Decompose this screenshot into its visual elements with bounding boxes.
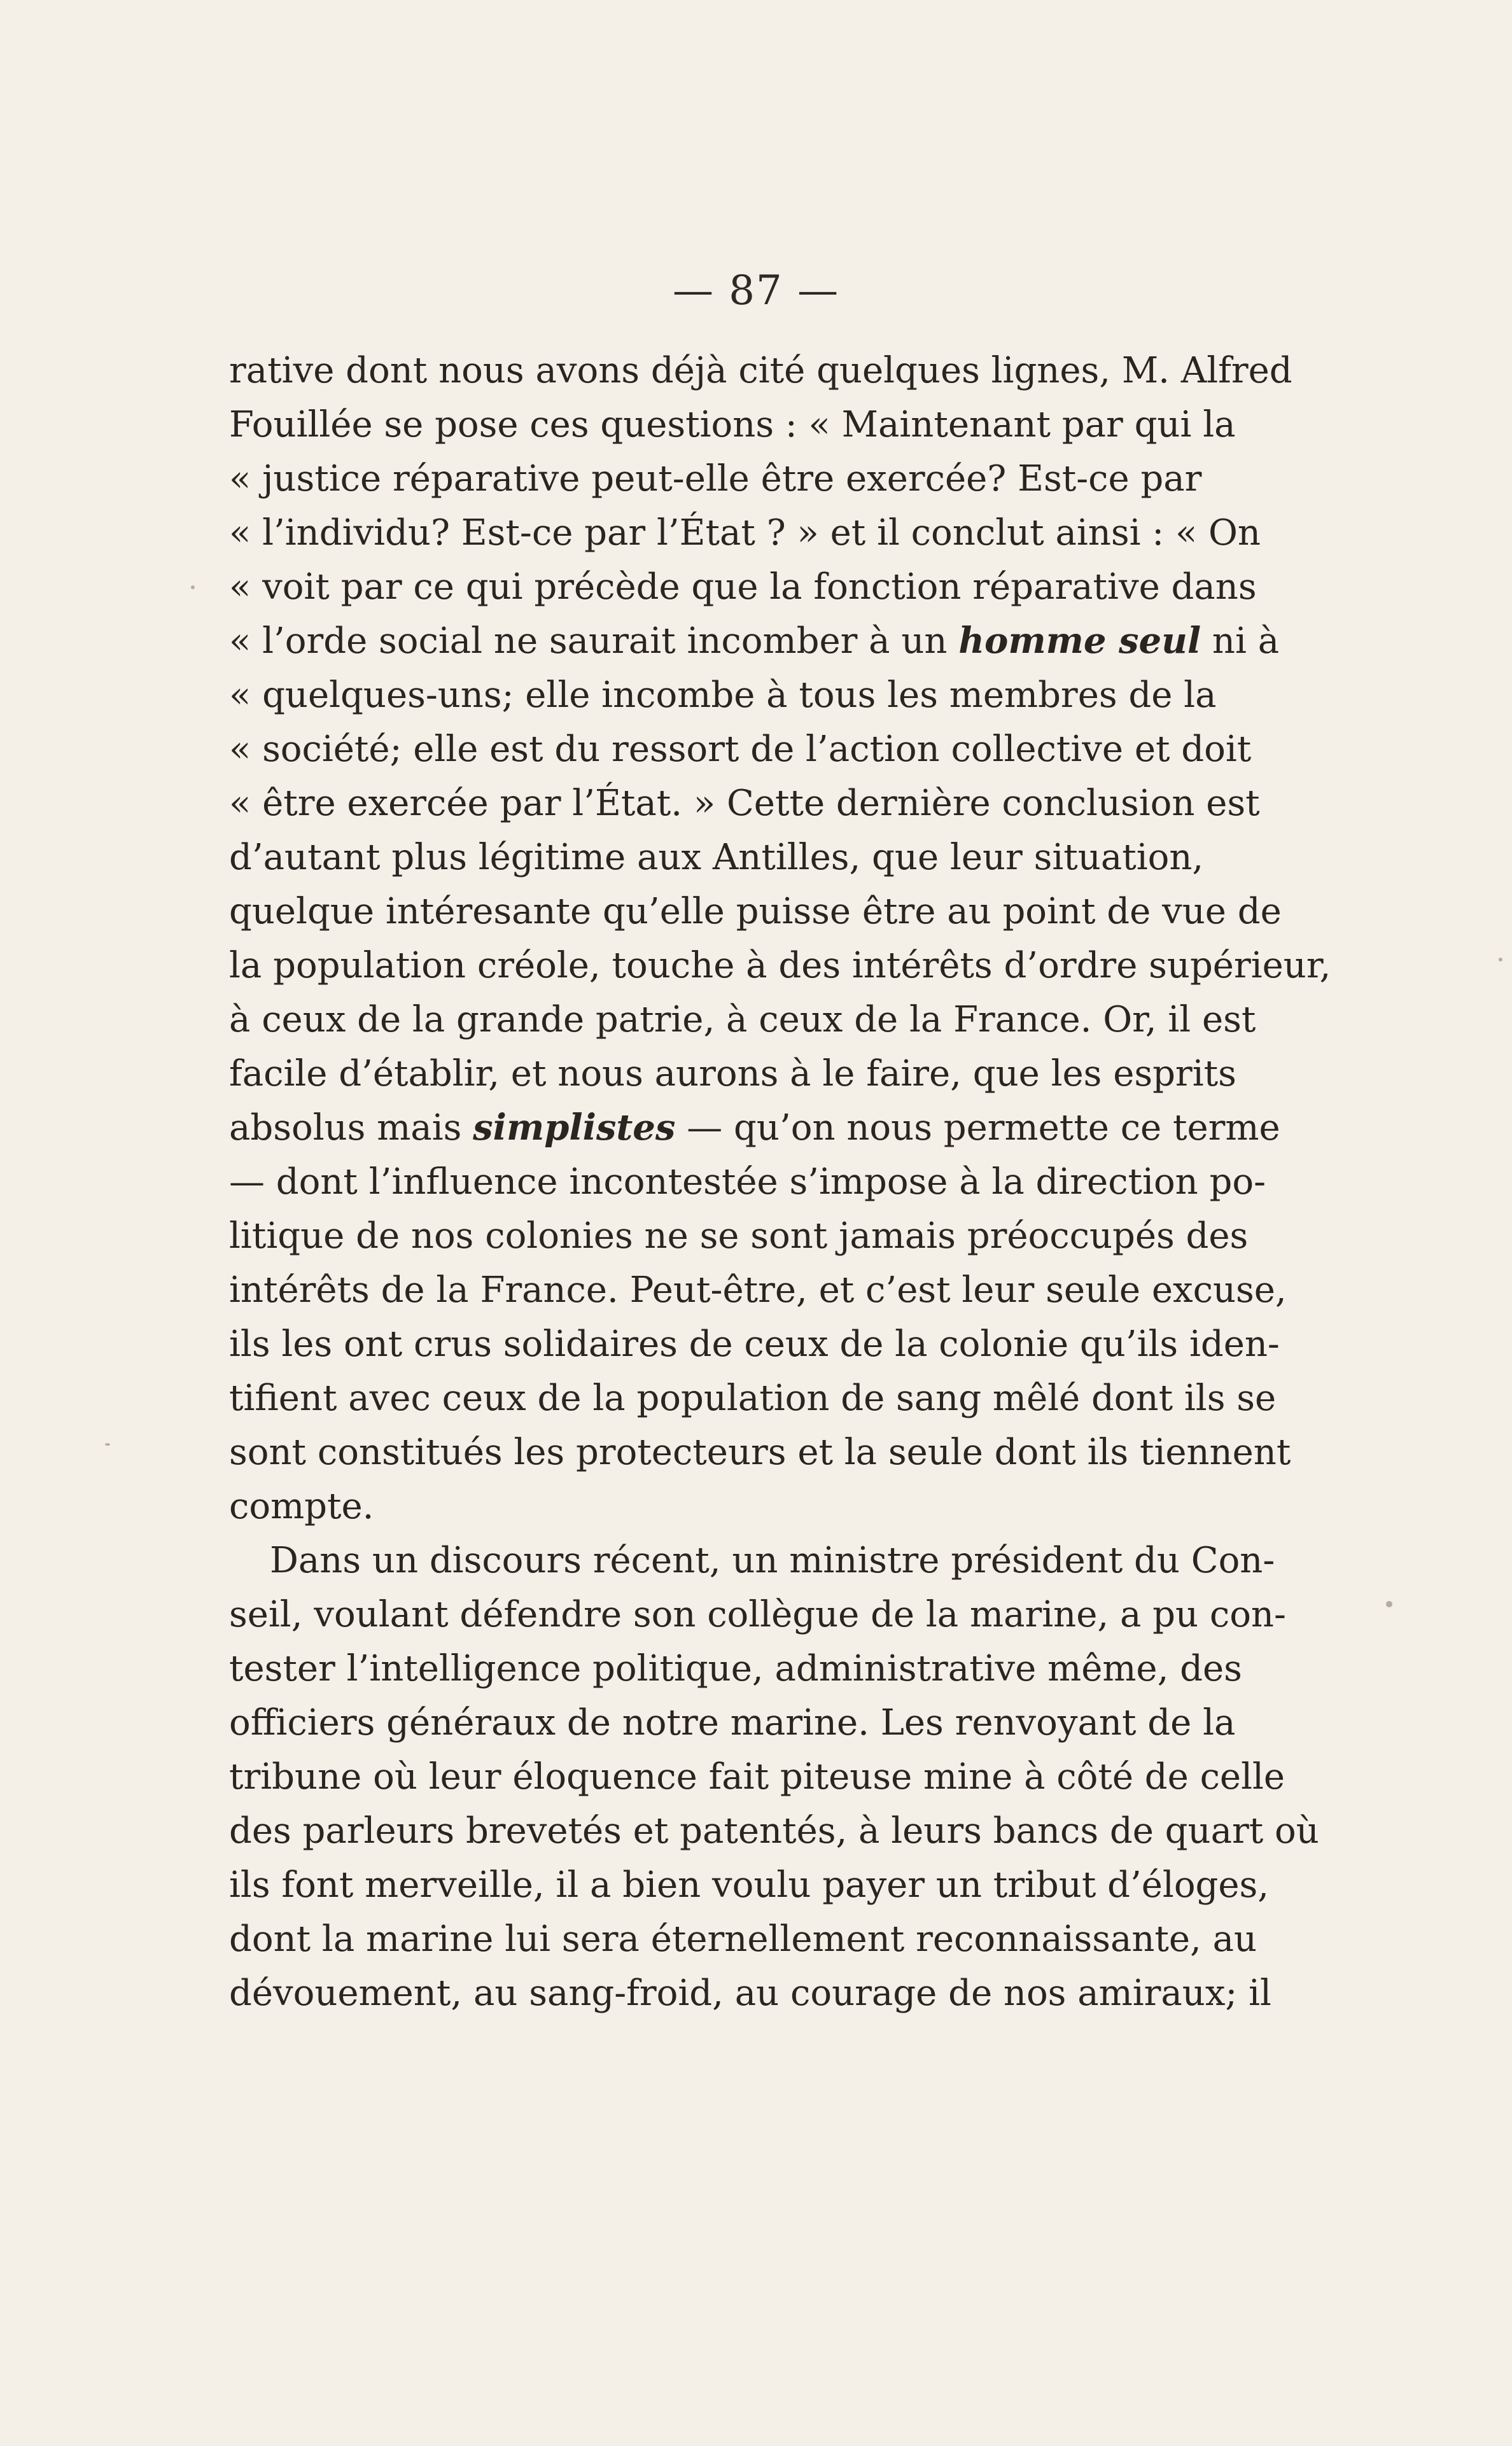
text-line: à ceux de la grande patrie, à ceux de la France. Or, il est xyxy=(229,999,1256,1040)
text-line: d’autant plus légitime aux Antilles, que leur situation, xyxy=(229,837,1204,878)
text-line: tester l’intelligence politique, administrative même, des xyxy=(229,1648,1242,1689)
text-line-with-emphasis xyxy=(229,1101,1280,1155)
text-line: Fouillée se pose ces questions : « Maintenant par qui la xyxy=(229,404,1236,445)
paper-speck xyxy=(1499,958,1502,961)
text-line: « voit par ce qui précède que la fonction réparative dans xyxy=(229,566,1257,608)
text-line: facile d’établir, et nous aurons à le faire, que les esprits xyxy=(229,1053,1236,1094)
emphasis-simplistes: simplistes xyxy=(473,1107,676,1149)
text-segment: ni à xyxy=(1201,620,1280,662)
text-segment: « l’orde social ne saurait incomber à un xyxy=(229,620,959,662)
paper-speck xyxy=(105,1443,110,1446)
text-line: officiers généraux de notre marine. Les renvoyant de la xyxy=(229,1702,1236,1744)
text-line: dont la marine lui sera éternellement reconnaissante, au xyxy=(229,1918,1257,1960)
text-line: intérêts de la France. Peut-être, et c’est leur seule excuse, xyxy=(229,1269,1287,1311)
text-line: la population créole, touche à des intérêts d’ordre supérieur, xyxy=(229,945,1331,986)
text-line: dévouement, au sang-froid, au courage de nos amiraux; il xyxy=(229,1973,1271,2014)
paper-speck xyxy=(1386,1601,1392,1607)
text-line: « société; elle est du ressort de l’action collective et doit xyxy=(229,729,1252,770)
text-line: ils font merveille, il a bien voulu payer un tribut d’éloges, xyxy=(229,1864,1270,1906)
text-line: ils les ont crus solidaires de ceux de la colonie qu’ils iden- xyxy=(229,1324,1280,1365)
text-line: « quelques-uns; elle incombe à tous les membres de la xyxy=(229,674,1217,716)
text-line: rative dont nous avons déjà cité quelques lignes, M. Alfred xyxy=(229,350,1292,391)
text-line: « justice réparative peut-elle être exercée? Est-ce par xyxy=(229,458,1202,500)
text-line: sont constitués les protecteurs et la seule dont ils tiennent xyxy=(229,1432,1291,1473)
text-line: litique de nos colonies ne se sont jamais préoccupés des xyxy=(229,1215,1249,1257)
text-segment: — qu’on nous permette ce terme xyxy=(675,1107,1280,1149)
emphasis-homme-seul: homme seul xyxy=(958,620,1201,662)
text-line: des parleurs brevetés et patentés, à leurs bancs de quart où xyxy=(229,1810,1319,1852)
text-line: « être exercée par l’État. » Cette dernière conclusion est xyxy=(229,783,1260,824)
text-line: Dans un discours récent, un ministre président du Con- xyxy=(270,1540,1275,1581)
text-line: compte. xyxy=(229,1486,374,1527)
text-line: quelque intéresante qu’elle puisse être au point de vue de xyxy=(229,891,1282,932)
paper-speck xyxy=(191,585,195,589)
page-number: — 87 — xyxy=(672,267,840,314)
text-line: — dont l’influence incontestée s’impose à la direction po- xyxy=(229,1161,1266,1203)
text-line: « l’individu? Est-ce par l’État ? » et il conclut ainsi : « On xyxy=(229,512,1261,554)
text-line-with-emphasis xyxy=(229,614,1280,668)
text-line: seil, voulant défendre son collègue de la marine, a pu con- xyxy=(229,1594,1286,1635)
text-line: tribune où leur éloquence fait piteuse mine à côté de celle xyxy=(229,1756,1285,1798)
text-line: tifient avec ceux de la population de sang mêlé dont ils se xyxy=(229,1378,1277,1419)
body-text xyxy=(229,344,1331,2020)
text-segment: absolus mais xyxy=(229,1107,473,1149)
